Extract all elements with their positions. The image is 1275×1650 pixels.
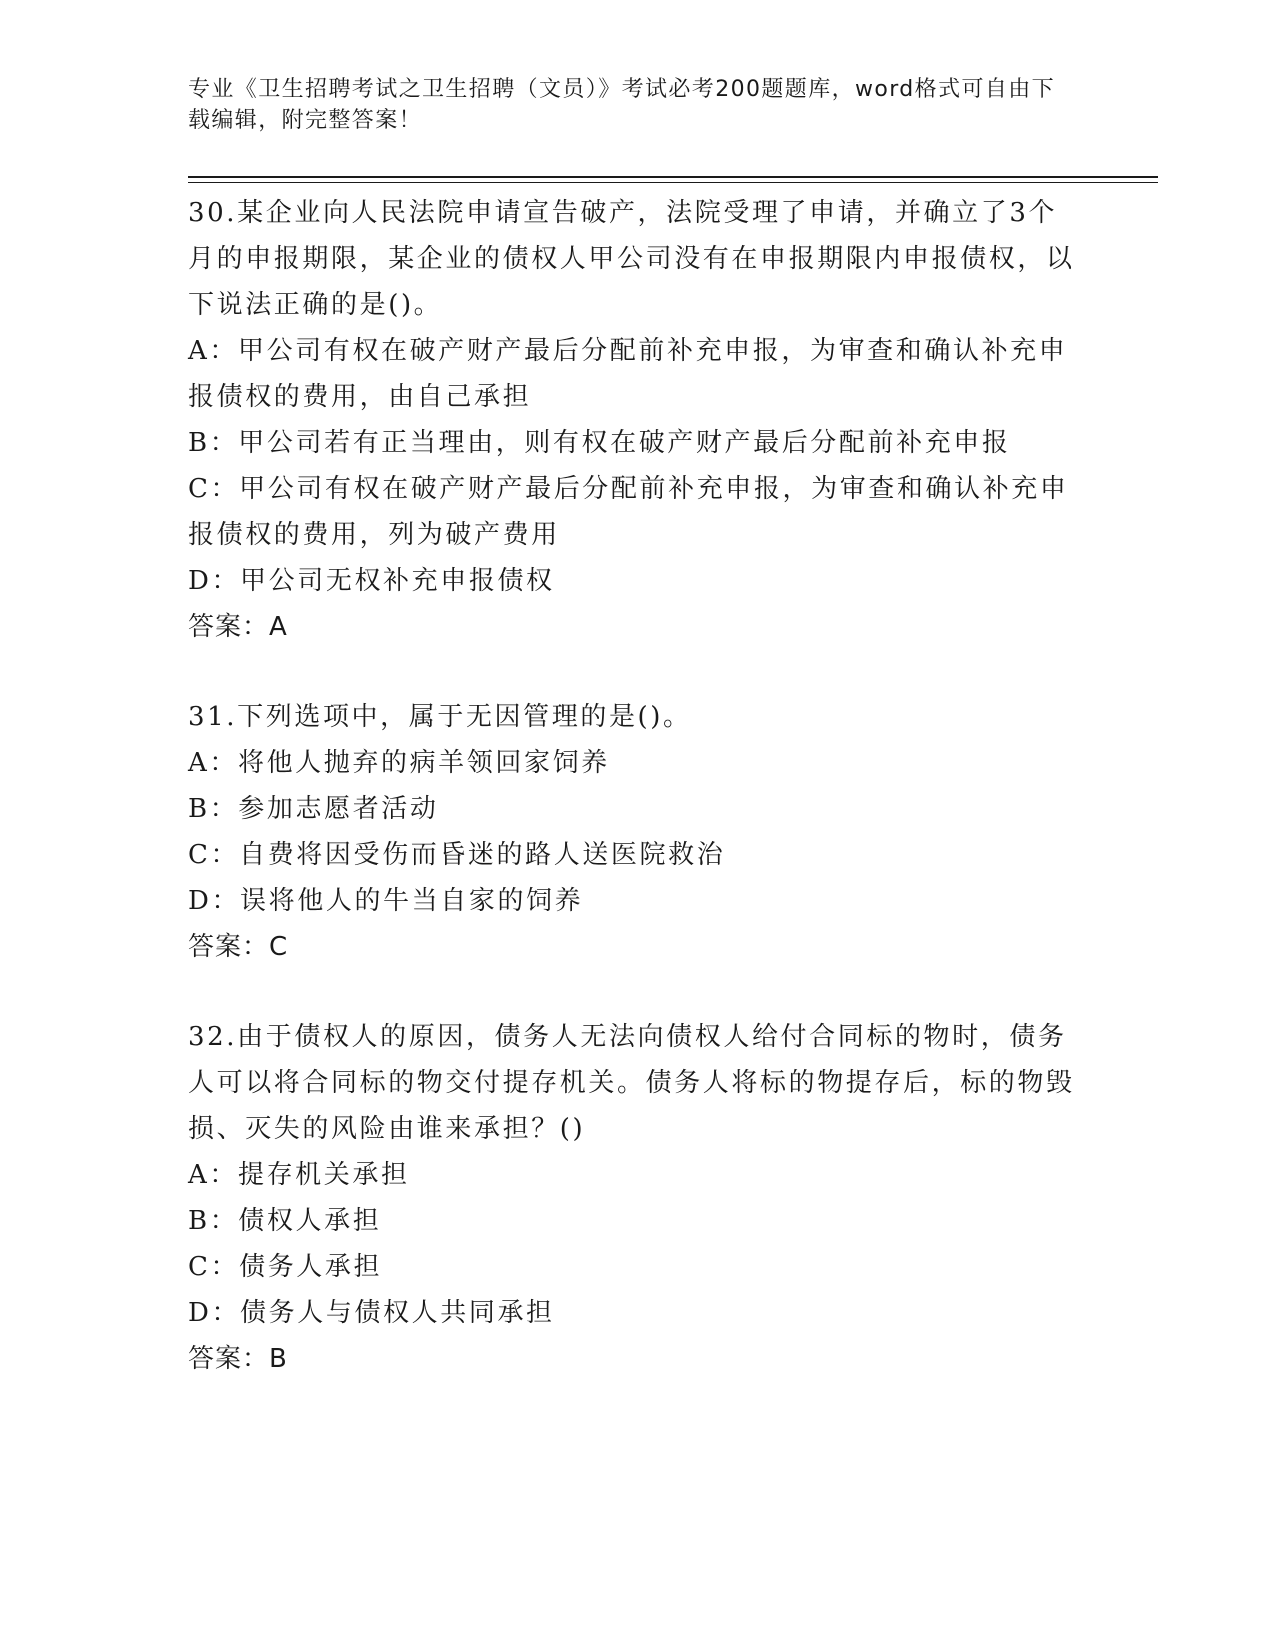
option-d: D：误将他人的牛当自家的饲养 bbox=[188, 886, 584, 916]
question-stem: 32.由于债权人的原因，债务人无法向债权人给付合同标的物时，债务人可以将合同标的物交付提存机关。债务人将标的物提存后，标的物毁损、灭失的风险由谁来承担？() bbox=[188, 1022, 1075, 1144]
option-d: D：债务人与债权人共同承担 bbox=[188, 1298, 555, 1328]
document-header: 专业《卫生招聘考试之卫生招聘（文员）》考试必考200题题库，word格式可自由下载编辑，附完整答案！ bbox=[188, 77, 1056, 133]
question-list bbox=[188, 190, 1078, 1426]
option-a: A：提存机关承担 bbox=[188, 1160, 410, 1190]
header-divider-thin bbox=[188, 182, 1158, 183]
question-stem: 30.某企业向人民法院申请宣告破产，法院受理了申请，并确立了3个月的申报期限，某企业的债权人甲公司没有在申报期限内申报债权，以下说法正确的是()。 bbox=[188, 198, 1075, 320]
option-c: C：甲公司有权在破产财产最后分配前补充申报，为审查和确认补充申报债权的费用，列为破产费用 bbox=[188, 474, 1069, 550]
answer-line: 答案：B bbox=[188, 1344, 288, 1374]
option-b: B：债权人承担 bbox=[188, 1206, 382, 1236]
option-d: D：甲公司无权补充申报债权 bbox=[188, 566, 555, 596]
option-a: A：将他人抛弃的病羊领回家饲养 bbox=[188, 748, 610, 778]
header-divider-thick bbox=[188, 176, 1158, 178]
question-31 bbox=[188, 694, 1078, 970]
answer-line: 答案：A bbox=[188, 612, 288, 642]
option-c: C：债务人承担 bbox=[188, 1252, 383, 1282]
answer-line: 答案：C bbox=[188, 932, 289, 962]
option-b: B：甲公司若有正当理由，则有权在破产财产最后分配前补充申报 bbox=[188, 428, 1011, 458]
option-c: C：自费将因受伤而昏迷的路人送医院救治 bbox=[188, 840, 726, 870]
question-stem: 31.下列选项中，属于无因管理的是()。 bbox=[188, 702, 692, 732]
question-30 bbox=[188, 190, 1078, 650]
option-a: A：甲公司有权在破产财产最后分配前补充申报，为审查和确认补充申报债权的费用，由自己承担 bbox=[188, 336, 1068, 412]
question-32 bbox=[188, 1014, 1078, 1382]
option-b: B：参加志愿者活动 bbox=[188, 794, 439, 824]
